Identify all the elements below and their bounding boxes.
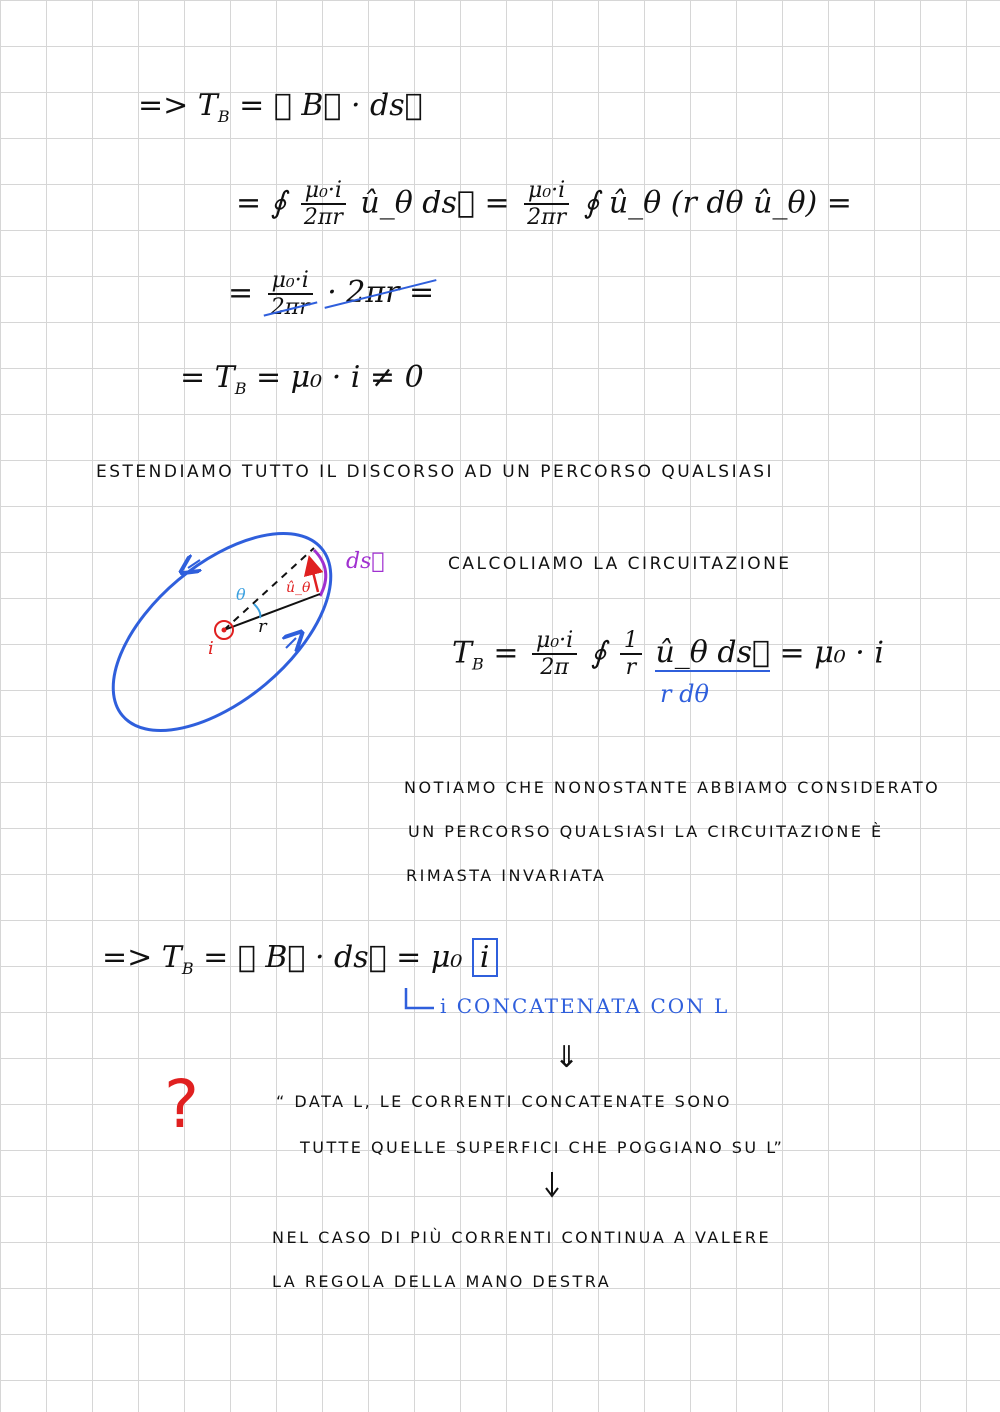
label-i: i	[208, 638, 214, 659]
final-line-1: NEL CASO DI PIÙ CORRENTI CONTINUA A VALERE	[272, 1228, 772, 1247]
path-direction-arrow-right	[286, 638, 296, 648]
quote-line-1: “ DATA L, LE CORRENTI CONCATENATE SONO	[276, 1092, 732, 1111]
eq4-text: = T	[180, 360, 235, 395]
circ-eq-sign: =	[493, 635, 519, 671]
note-line-3: RIMASTA INVARIATA	[406, 866, 607, 885]
eq2-lead: = ∮	[236, 185, 287, 221]
down-arrow-icon	[542, 1170, 562, 1200]
circ-frac1-den: 2π	[540, 655, 569, 681]
eq2-tail: ∮ û_θ (r dθ û_θ) =	[583, 185, 852, 221]
corner-arrow-icon	[400, 986, 440, 1016]
quote-line-2: TUTTE QUELLE SUPERFICI CHE POGGIANO SU L”	[300, 1138, 785, 1157]
circ-body: û_θ ds⃗	[655, 635, 770, 671]
eq1-sub: B	[217, 107, 230, 126]
concatenated-current-note: i CONCATENATA CON L	[440, 994, 730, 1018]
eq4-sub: B	[234, 379, 247, 398]
result-sub: B	[181, 959, 194, 978]
eq4-rest: = μ₀ · i ≠ 0	[256, 360, 424, 395]
result-lead: => T	[102, 940, 182, 975]
eq3-times: · 2πr =	[327, 275, 435, 311]
unit-vector-arrow	[310, 560, 318, 592]
equation-integral-expansion	[236, 178, 852, 231]
circ-lhs: T	[452, 635, 473, 671]
ds-arc	[314, 550, 326, 596]
double-down-arrow-icon: ⇓	[554, 1040, 580, 1075]
result-boxed-current: i	[472, 938, 498, 977]
circ-frac2-den: r	[625, 655, 637, 681]
circ-frac1-num: μ₀·i	[532, 628, 577, 655]
label-ds: ds⃗	[346, 549, 385, 574]
question-mark: ?	[164, 1066, 200, 1143]
circ-rhs: = μ₀ · i	[779, 635, 884, 671]
label-r: r	[258, 616, 267, 637]
eq2-frac1-num: μ₀·i	[301, 178, 346, 205]
label-u-theta: û_θ	[286, 580, 311, 596]
equation-ampere-law	[102, 940, 498, 978]
eq1-rhs: = ∮ B⃗ · ds⃗	[239, 88, 423, 123]
equation-simplification	[228, 268, 434, 321]
eq2-mid: û_θ ds⃗ =	[360, 185, 510, 221]
eq2-fraction-2	[523, 178, 570, 231]
eq3-frac-num: μ₀·i	[268, 268, 313, 295]
circ-fraction-1	[532, 628, 577, 681]
eq3-frac-den: 2πr	[267, 295, 314, 320]
eq3-fraction	[267, 268, 314, 321]
equation-circulation-definition	[138, 88, 423, 126]
label-theta: θ	[236, 585, 246, 604]
circ-sub: B	[472, 654, 484, 674]
equation-result-nonzero	[180, 360, 424, 398]
ellipse-path-diagram	[100, 520, 400, 740]
eq2-frac2-den: 2πr	[527, 205, 567, 231]
equation-general-circulation	[452, 628, 884, 681]
circ-fraction-2	[620, 628, 642, 681]
result-mid: = ∮ B⃗ · ds⃗ = μ₀	[203, 940, 463, 975]
current-wire-dot	[222, 628, 227, 633]
circ-substitution-r-dtheta: r dθ	[660, 680, 709, 708]
eq1-lhs: => T	[138, 88, 218, 123]
final-line-2: LA REGOLA DELLA MANO DESTRA	[272, 1272, 612, 1291]
eq3-lead: =	[228, 275, 254, 311]
heading-extend-discussion: ESTENDIAMO TUTTO IL DISCORSO AD UN PERCORSO QUALSIASI	[96, 462, 775, 482]
circ-integral: ∮	[590, 635, 607, 671]
circ-frac2-num: 1	[620, 628, 642, 655]
note-line-2: UN PERCORSO QUALSIASI LA CIRCUITAZIONE È	[408, 822, 884, 841]
note-line-1: NOTIAMO CHE NONOSTANTE ABBIAMO CONSIDERATO	[404, 778, 941, 797]
eq2-fraction-1	[300, 178, 347, 231]
heading-calculate-circulation: CALCOLIAMO LA CIRCUITAZIONE	[448, 554, 792, 574]
eq2-frac2-num: μ₀·i	[524, 178, 569, 205]
eq2-frac1-den: 2πr	[303, 205, 343, 231]
